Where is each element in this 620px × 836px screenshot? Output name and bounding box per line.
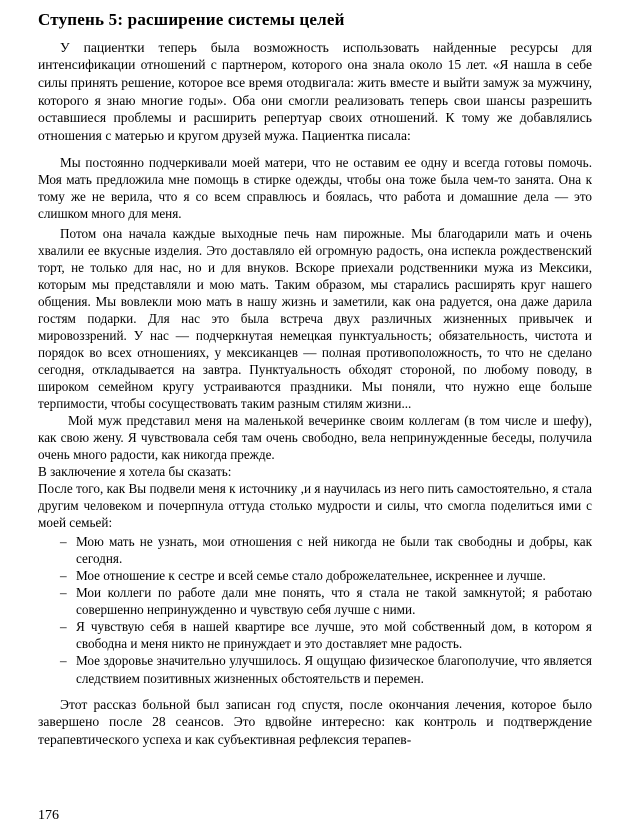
list-item-label: Мое отношение к сестре и всей семье стало доброжелательнее, искреннее и лучше.: [76, 568, 546, 584]
list-item: [38, 584, 592, 618]
dash-bullet-icon: –: [60, 619, 67, 635]
conclusion-list: [38, 533, 592, 686]
paragraph-7: Этот рассказ больной был записан год спустя, после окончания лечения, которое было завершено после 28 сеансов. Это вдвойне интересно: как контроль и подтверждение терапевтического успеха и как субъективная рефлексия терапев-: [38, 696, 592, 747]
dash-bullet-icon: –: [60, 534, 67, 550]
spacer: [38, 145, 592, 154]
list-item-label: Мою мать не узнать, мои отношения с ней никогда не были так свободны и добры, как сегодня.: [76, 534, 592, 567]
page-title: Ступень 5: расширение системы целей: [38, 10, 345, 29]
dash-bullet-icon: –: [60, 585, 67, 601]
list-item: [38, 567, 592, 584]
page-number: 176: [38, 808, 59, 823]
list-item-label: Я чувствую себя в нашей квартире все лучше, это мой собственный дом, в котором я свободна и меня никто не принуждает и это доставляет мне радость.: [76, 619, 592, 652]
list-item-label: Мои коллеги по работе дали мне понять, что я стала не такой замкнутой; я работаю совершенно непринужденно и чувствую себя лучше с ними.: [76, 585, 592, 618]
list-item: [38, 652, 592, 686]
dash-bullet-icon: –: [60, 653, 67, 669]
spacer: [38, 687, 592, 696]
paragraph-2: Мы постоянно подчеркивали моей матери, что не оставим ее одну и всегда готовы помочь. Моя мать предложила мне помощь в стирке одежды, чтобы она тоже была чем-то занята. Она к тому же не верила, что я со всем справлюсь и боялась, что работа и домашние дела — это слишком много для меня.: [38, 154, 592, 221]
list-item-label: Мое здоровье значительно улучшилось. Я ощущаю физическое благополучие, что является следствием позитивных жизненных обстоятельств и перемен.: [76, 653, 592, 686]
paragraph-4: Мой муж представил меня на маленькой вечеринке своим коллегам (в том числе и шефу), как свою жену. Я чувствовала себя там очень свободно, вела непринужденные беседы, получила очень много радости, как никогда прежде.: [38, 413, 592, 463]
paragraph-3: Потом она начала каждые выходные печь нам пирожные. Мы благодарили мать и очень хвалили ее вкусные изделия. Это доставляло ей огромную радость, она испекла рождественский торт, не только для нас, но и для внуков. Вскоре приехали родственники мужа из Мексики, которым мы представляли и мою мать. Таким образом, мы старались расширять круг нашего общения. Мы вовлекли мою мать в нашу жизнь и заметили, как она радуется, она даже дарила гостям подарки. Для нас это была встреча двух различных жизненных привычек и мировоззрений. У нас — подчеркнутая немецкая пунктуальность; обязательность, чистота и порядок во всех отношениях, у мексиканцев — полная противоположность, то что не сделано сегодня, откладывается на завтра. Пунктуальность обходят стороной, по любому поводу, в широком семейном кругу устраиваются праздники. Мы поняли, что нужно еще больше терпимости, чтобы сосуществовать таким разным стилям жизни...: [38, 225, 592, 412]
paragraph-1: У пациентки теперь была возможность использовать найденные ресурсы для интенсификации отношений с партнером, которого она знала около 15 лет. «Я нашла в себе силы принять решение, которое все время отодвигала: жить вместе и выйти замуж за мужчину, которого я знаю многие годы». Оба они смогли реализовать теперь свои шансы разрешить оставшиеся проблемы и расширить репертуар своих отношений. К тому же добавлялись отношения с матерью и кругом друзей мужа. Пациентка писала:: [38, 39, 592, 143]
paragraph-5: В заключение я хотела бы сказать:: [38, 464, 232, 480]
list-item: [38, 618, 592, 652]
dash-bullet-icon: –: [60, 568, 67, 584]
paragraph-6: После того, как Вы подвели меня к источнику ,и я научилась из него пить самостоятельно, я стала другим человеком и почерпнула оттуда столько мудрости и силы, что смогла поделиться ими с моей семьей:: [38, 481, 592, 531]
list-item: [38, 533, 592, 567]
